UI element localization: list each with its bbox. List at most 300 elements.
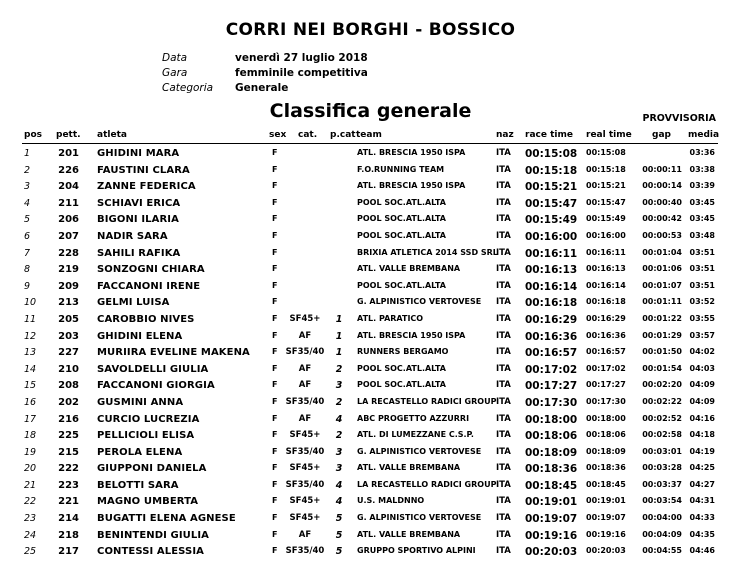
results-table <box>0 146 741 561</box>
cell-naz: ITA <box>496 164 511 175</box>
cell-naz: ITA <box>496 479 511 490</box>
cell-pcat: 4 <box>335 496 343 508</box>
document-title: CORRI NEI BORGHI - BOSSICO <box>225 20 516 40</box>
cell-media: 03:51 <box>689 247 715 257</box>
cell-cat: SF35/40 <box>285 396 325 407</box>
cell-atleta: SCHIAVI ERICA <box>97 197 181 209</box>
header-gap: gap <box>652 130 671 140</box>
cell-pett: 213 <box>58 297 79 309</box>
cell-pett: 207 <box>58 230 79 242</box>
cell-team: POOL SOC.ATL.ALTA <box>357 214 446 224</box>
cell-gap: 00:01:06 <box>642 264 682 274</box>
cell-gap: 00:00:53 <box>642 230 682 240</box>
cell-pcat: 1 <box>335 330 343 342</box>
cell-pett: 226 <box>58 164 79 176</box>
cell-race-time: 00:15:49 <box>525 214 578 227</box>
cell-naz: ITA <box>496 264 511 275</box>
cell-team: LA RECASTELLO RADICI GROUP <box>357 396 497 406</box>
cell-pos: 16 <box>24 396 37 408</box>
table-row <box>0 494 741 511</box>
cell-team: ATL. VALLE BREMBANA <box>357 264 461 274</box>
cell-pos: 5 <box>24 214 31 226</box>
cell-team: POOL SOC.ATL.ALTA <box>357 363 446 373</box>
cell-atleta: ZANNE FEDERICA <box>97 181 196 193</box>
cell-race-time: 00:16:18 <box>525 297 578 310</box>
cell-sex: F <box>272 297 278 307</box>
cell-atleta: PEROLA ELENA <box>97 446 183 458</box>
header-pcat: p.cat <box>330 130 356 140</box>
cell-race-time: 00:15:18 <box>525 164 578 177</box>
cell-pett: 205 <box>58 313 79 325</box>
cell-naz: ITA <box>496 280 511 291</box>
cell-sex: F <box>272 363 278 373</box>
cell-pos: 7 <box>24 247 31 259</box>
cell-gap: 00:04:00 <box>642 513 682 523</box>
cell-race-time: 00:16:36 <box>525 330 578 343</box>
cell-pett: 228 <box>58 247 79 259</box>
cell-pos: 22 <box>24 496 37 508</box>
cell-pos: 9 <box>24 280 31 292</box>
cell-gap: 00:04:55 <box>642 546 682 556</box>
status-label: PROVVISORIA <box>642 113 716 124</box>
table-row <box>0 163 741 180</box>
cell-naz: ITA <box>496 413 511 424</box>
cell-sex: F <box>272 181 278 191</box>
cell-real-time: 00:15:08 <box>586 148 626 157</box>
cell-pos: 15 <box>24 380 37 392</box>
cell-pcat: 5 <box>335 513 343 525</box>
cell-pcat: 1 <box>335 313 343 325</box>
cell-pos: 25 <box>24 546 37 558</box>
cell-real-time: 00:16:18 <box>586 297 626 307</box>
cell-team: ATL. DI LUMEZZANE C.S.P. <box>357 430 474 440</box>
cell-real-time: 00:15:47 <box>586 197 626 207</box>
cell-race-time: 00:17:27 <box>525 380 578 393</box>
cell-media: 03:48 <box>689 230 715 240</box>
cell-sex: F <box>272 529 278 539</box>
cell-team: ATL. VALLE BREMBANA <box>357 463 461 473</box>
header-pos: pos <box>24 130 42 140</box>
cell-pett: 217 <box>58 546 79 558</box>
cell-cat: SF45+ <box>289 430 321 441</box>
cell-atleta: SAVOLDELLI GIULIA <box>97 363 209 375</box>
cell-media: 03:39 <box>689 181 715 191</box>
cell-pett: 210 <box>58 363 79 375</box>
table-row <box>0 412 741 429</box>
cell-pett: 222 <box>58 463 79 475</box>
cell-team: G. ALPINISTICO VERTOVESE <box>357 513 482 523</box>
cell-pett: 215 <box>58 446 79 458</box>
header-media: media <box>688 130 720 140</box>
cell-gap: 00:00:42 <box>642 214 682 224</box>
cell-sex: F <box>272 546 278 556</box>
cell-pett: 208 <box>58 380 79 392</box>
cell-media: 04:03 <box>689 363 715 373</box>
cell-real-time: 00:16:11 <box>586 247 626 257</box>
cell-pos: 11 <box>24 313 37 325</box>
cell-gap: 00:02:20 <box>642 380 682 390</box>
cell-real-time: 00:15:49 <box>586 214 626 224</box>
table-row <box>0 478 741 495</box>
cell-cat: SF45+ <box>289 463 321 474</box>
cell-race-time: 00:20:03 <box>525 546 578 559</box>
table-row <box>0 395 741 412</box>
cell-pos: 20 <box>24 463 37 475</box>
cell-pos: 10 <box>24 297 37 309</box>
cell-naz: ITA <box>496 313 511 324</box>
cell-sex: F <box>272 313 278 323</box>
cell-pos: 14 <box>24 363 37 375</box>
cell-atleta: CURCIO LUCREZIA <box>97 413 200 425</box>
meta-categoria-label: Categoria <box>162 82 214 94</box>
cell-sex: F <box>272 164 278 174</box>
cell-naz: ITA <box>496 247 511 258</box>
cell-pos: 23 <box>24 513 37 525</box>
cell-pos: 12 <box>24 330 37 342</box>
cell-race-time: 00:15:21 <box>525 181 578 194</box>
cell-pos: 3 <box>24 181 31 193</box>
cell-media: 04:33 <box>689 513 715 523</box>
cell-cat: SF35/40 <box>285 446 325 457</box>
cell-real-time: 00:15:18 <box>586 164 626 174</box>
cell-naz: ITA <box>496 363 511 374</box>
cell-gap: 00:01:07 <box>642 280 682 290</box>
cell-pett: 219 <box>58 264 79 276</box>
cell-pos: 6 <box>24 230 31 242</box>
cell-media: 04:35 <box>689 529 715 539</box>
cell-real-time: 00:17:02 <box>586 363 626 373</box>
cell-sex: F <box>272 214 278 224</box>
cell-gap: 00:03:01 <box>642 446 682 456</box>
cell-team: POOL SOC.ATL.ALTA <box>357 280 446 290</box>
cell-gap: 00:03:37 <box>642 479 682 489</box>
cell-race-time: 00:17:30 <box>525 396 578 409</box>
cell-naz: ITA <box>496 297 511 308</box>
cell-pett: 202 <box>58 396 79 408</box>
cell-naz: ITA <box>496 197 511 208</box>
cell-sex: F <box>272 396 278 406</box>
cell-naz: ITA <box>496 148 511 158</box>
cell-team: U.S. MALDNNO <box>357 496 425 506</box>
table-row <box>0 212 741 229</box>
cell-media: 03:55 <box>689 313 715 323</box>
cell-team: POOL SOC.ATL.ALTA <box>357 197 446 207</box>
cell-cat: AF <box>298 529 312 540</box>
cell-pcat: 1 <box>335 347 343 359</box>
header-pett: pett. <box>56 130 81 140</box>
table-row <box>0 511 741 528</box>
cell-naz: ITA <box>496 214 511 225</box>
cell-atleta: GIUPPONI DANIELA <box>97 463 207 475</box>
cell-real-time: 00:18:00 <box>586 413 626 423</box>
header-sex: sex <box>269 130 287 140</box>
cell-atleta: FACCANONI IRENE <box>97 280 201 292</box>
cell-gap: 00:04:09 <box>642 529 682 539</box>
cell-real-time: 00:16:14 <box>586 280 626 290</box>
cell-media: 04:25 <box>689 463 715 473</box>
cell-media: 04:16 <box>689 413 715 423</box>
cell-gap: 00:01:29 <box>642 330 682 340</box>
cell-atleta: BIGONI ILARIA <box>97 214 179 226</box>
cell-media: 03:51 <box>689 280 715 290</box>
cell-sex: F <box>272 463 278 473</box>
cell-pett: 201 <box>58 148 79 159</box>
cell-media: 03:38 <box>689 164 715 174</box>
cell-media: 04:09 <box>689 380 715 390</box>
cell-gap: 00:01:11 <box>642 297 682 307</box>
cell-pos: 13 <box>24 347 37 359</box>
cell-naz: ITA <box>496 430 511 441</box>
cell-sex: F <box>272 479 278 489</box>
cell-cat: AF <box>298 330 312 341</box>
cell-pos: 8 <box>24 264 31 276</box>
cell-pcat: 5 <box>335 529 343 541</box>
cell-race-time: 00:16:57 <box>525 347 578 360</box>
cell-pcat: 2 <box>335 363 343 375</box>
cell-team: POOL SOC.ATL.ALTA <box>357 230 446 240</box>
cell-cat: SF35/40 <box>285 479 325 490</box>
cell-pos: 24 <box>24 529 37 541</box>
cell-gap: 00:03:28 <box>642 463 682 473</box>
cell-real-time: 00:18:36 <box>586 463 626 473</box>
cell-pos: 2 <box>24 164 31 176</box>
cell-pett: 221 <box>58 496 79 508</box>
cell-naz: ITA <box>496 446 511 457</box>
cell-pett: 211 <box>58 197 79 209</box>
cell-cat: AF <box>298 363 312 374</box>
table-row <box>0 544 741 561</box>
table-row <box>0 461 741 478</box>
table-row <box>0 329 741 346</box>
cell-pos: 1 <box>24 148 31 159</box>
cell-sex: F <box>272 247 278 257</box>
cell-pett: 203 <box>58 330 79 342</box>
cell-atleta: FACCANONI GIORGIA <box>97 380 215 392</box>
meta-gara-value: femminile competitiva <box>235 67 368 79</box>
cell-naz: ITA <box>496 529 511 540</box>
cell-pos: 18 <box>24 430 37 442</box>
cell-gap: 00:02:22 <box>642 396 682 406</box>
cell-race-time: 00:16:29 <box>525 313 578 326</box>
cell-media: 03:52 <box>689 297 715 307</box>
cell-media: 03:57 <box>689 330 715 340</box>
cell-race-time: 00:18:09 <box>525 446 578 459</box>
cell-sex: F <box>272 347 278 357</box>
cell-media: 03:36 <box>689 148 715 157</box>
cell-sex: F <box>272 446 278 456</box>
cell-real-time: 00:15:21 <box>586 181 626 191</box>
cell-pett: 216 <box>58 413 79 425</box>
cell-media: 03:45 <box>689 214 715 224</box>
cell-naz: ITA <box>496 546 511 557</box>
cell-atleta: CONTESSI ALESSIA <box>97 546 204 558</box>
cell-cat: SF35/40 <box>285 546 325 557</box>
cell-team: POOL SOC.ATL.ALTA <box>357 380 446 390</box>
cell-team: ATL. BRESCIA 1950 ISPA <box>357 181 466 191</box>
cell-real-time: 00:16:36 <box>586 330 626 340</box>
cell-team: LA RECASTELLO RADICI GROUP <box>357 479 497 489</box>
ranking-title: Classifica generale <box>269 100 472 122</box>
cell-gap: 00:02:52 <box>642 413 682 423</box>
cell-team: GRUPPO SPORTIVO ALPINI <box>357 546 476 556</box>
cell-gap: 00:00:40 <box>642 197 682 207</box>
cell-gap: 00:01:22 <box>642 313 682 323</box>
cell-atleta: GHIDINI ELENA <box>97 330 183 342</box>
cell-atleta: GELMI LUISA <box>97 297 170 309</box>
table-row <box>0 445 741 462</box>
cell-team: RUNNERS BERGAMO <box>357 347 449 357</box>
cell-pcat: 3 <box>335 463 343 475</box>
table-row <box>0 428 741 445</box>
cell-real-time: 00:19:07 <box>586 513 626 523</box>
table-row <box>0 179 741 196</box>
cell-sex: F <box>272 230 278 240</box>
cell-naz: ITA <box>496 330 511 341</box>
cell-atleta: CAROBBIO NIVES <box>97 313 195 325</box>
cell-team: BRIXIA ATLETICA 2014 SSD SRL <box>357 247 498 257</box>
cell-atleta: NADIR SARA <box>97 230 168 242</box>
cell-media: 04:09 <box>689 396 715 406</box>
table-row <box>0 196 741 213</box>
cell-real-time: 00:20:03 <box>586 546 626 556</box>
table-row <box>0 312 741 329</box>
cell-sex: F <box>272 264 278 274</box>
cell-naz: ITA <box>496 230 511 241</box>
cell-real-time: 00:17:27 <box>586 380 626 390</box>
header-atleta: atleta <box>97 130 127 140</box>
cell-race-time: 00:18:45 <box>525 479 578 492</box>
cell-gap: 00:00:14 <box>642 181 682 191</box>
cell-atleta: BUGATTI ELENA AGNESE <box>97 513 236 525</box>
table-row <box>0 279 741 296</box>
header-real-time: real time <box>586 130 632 140</box>
cell-pett: 209 <box>58 280 79 292</box>
header-cat: cat. <box>298 130 318 140</box>
cell-naz: ITA <box>496 347 511 358</box>
cell-media: 04:31 <box>689 496 715 506</box>
table-row <box>0 229 741 246</box>
cell-pos: 19 <box>24 446 37 458</box>
cell-race-time: 00:15:08 <box>525 148 578 160</box>
cell-race-time: 00:17:02 <box>525 363 578 376</box>
cell-cat: AF <box>298 413 312 424</box>
header-naz: naz <box>496 130 514 140</box>
table-row <box>0 528 741 545</box>
header-divider <box>22 143 718 144</box>
cell-team: F.O.RUNNING TEAM <box>357 164 445 174</box>
cell-sex: F <box>272 280 278 290</box>
cell-race-time: 00:19:16 <box>525 529 578 542</box>
cell-race-time: 00:16:11 <box>525 247 578 260</box>
cell-team: ATL. BRESCIA 1950 ISPA <box>357 148 466 157</box>
cell-gap: 00:00:11 <box>642 164 682 174</box>
cell-naz: ITA <box>496 513 511 524</box>
cell-naz: ITA <box>496 181 511 192</box>
cell-real-time: 00:18:45 <box>586 479 626 489</box>
cell-pett: 204 <box>58 181 79 193</box>
cell-atleta: BELOTTI SARA <box>97 479 179 491</box>
cell-pcat: 5 <box>335 546 343 558</box>
table-row <box>0 262 741 279</box>
cell-media: 03:45 <box>689 197 715 207</box>
cell-sex: F <box>272 413 278 423</box>
cell-race-time: 00:16:00 <box>525 230 578 243</box>
cell-race-time: 00:16:14 <box>525 280 578 293</box>
table-row <box>0 146 741 163</box>
cell-pett: 223 <box>58 479 79 491</box>
cell-real-time: 00:18:06 <box>586 430 626 440</box>
cell-sex: F <box>272 496 278 506</box>
table-row <box>0 295 741 312</box>
cell-sex: F <box>272 430 278 440</box>
cell-media: 04:27 <box>689 479 715 489</box>
cell-sex: F <box>272 513 278 523</box>
cell-atleta: BENINTENDI GIULIA <box>97 529 210 541</box>
cell-race-time: 00:18:36 <box>525 463 578 476</box>
meta-data-label: Data <box>162 52 188 64</box>
cell-pcat: 3 <box>335 446 343 458</box>
cell-pos: 17 <box>24 413 37 425</box>
cell-pett: 214 <box>58 513 79 525</box>
table-row <box>0 246 741 263</box>
cell-sex: F <box>272 197 278 207</box>
cell-race-time: 00:19:01 <box>525 496 578 509</box>
table-row <box>0 378 741 395</box>
cell-gap: 00:03:54 <box>642 496 682 506</box>
cell-team: ATL. PARATICO <box>357 313 424 323</box>
cell-team: ABC PROGETTO AZZURRI <box>357 413 470 423</box>
cell-gap: 00:01:54 <box>642 363 682 373</box>
cell-team: G. ALPINISTICO VERTOVESE <box>357 297 482 307</box>
table-row <box>0 345 741 362</box>
cell-atleta: GUSMINI ANNA <box>97 396 184 408</box>
cell-media: 04:46 <box>689 546 715 556</box>
meta-gara-label: Gara <box>162 67 188 79</box>
cell-pcat: 4 <box>335 413 343 425</box>
cell-atleta: PELLICIOLI ELISA <box>97 430 195 442</box>
cell-cat: SF45+ <box>289 513 321 524</box>
cell-real-time: 00:16:00 <box>586 230 626 240</box>
cell-naz: ITA <box>496 380 511 391</box>
cell-real-time: 00:17:30 <box>586 396 626 406</box>
cell-team: ATL. BRESCIA 1950 ISPA <box>357 330 466 340</box>
cell-atleta: GHIDINI MARA <box>97 148 180 159</box>
meta-data-value: venerdì 27 luglio 2018 <box>235 52 368 64</box>
cell-real-time: 00:19:01 <box>586 496 626 506</box>
cell-pett: 225 <box>58 430 79 442</box>
cell-cat: AF <box>298 380 312 391</box>
header-race-time: race time <box>525 130 573 140</box>
cell-race-time: 00:15:47 <box>525 197 578 210</box>
header-team: team <box>356 130 382 140</box>
cell-media: 04:19 <box>689 446 715 456</box>
table-row <box>0 362 741 379</box>
cell-race-time: 00:19:07 <box>525 513 578 526</box>
cell-real-time: 00:18:09 <box>586 446 626 456</box>
cell-pett: 218 <box>58 529 79 541</box>
cell-team: G. ALPINISTICO VERTOVESE <box>357 446 482 456</box>
cell-pett: 206 <box>58 214 79 226</box>
cell-pos: 21 <box>24 479 37 491</box>
cell-pcat: 2 <box>335 396 343 408</box>
cell-pcat: 2 <box>335 430 343 442</box>
cell-sex: F <box>272 330 278 340</box>
cell-naz: ITA <box>496 463 511 474</box>
cell-atleta: MURIIRA EVELINE MAKENA <box>97 347 250 359</box>
cell-gap: 00:01:50 <box>642 347 682 357</box>
cell-race-time: 00:16:13 <box>525 264 578 277</box>
cell-real-time: 00:16:57 <box>586 347 626 357</box>
